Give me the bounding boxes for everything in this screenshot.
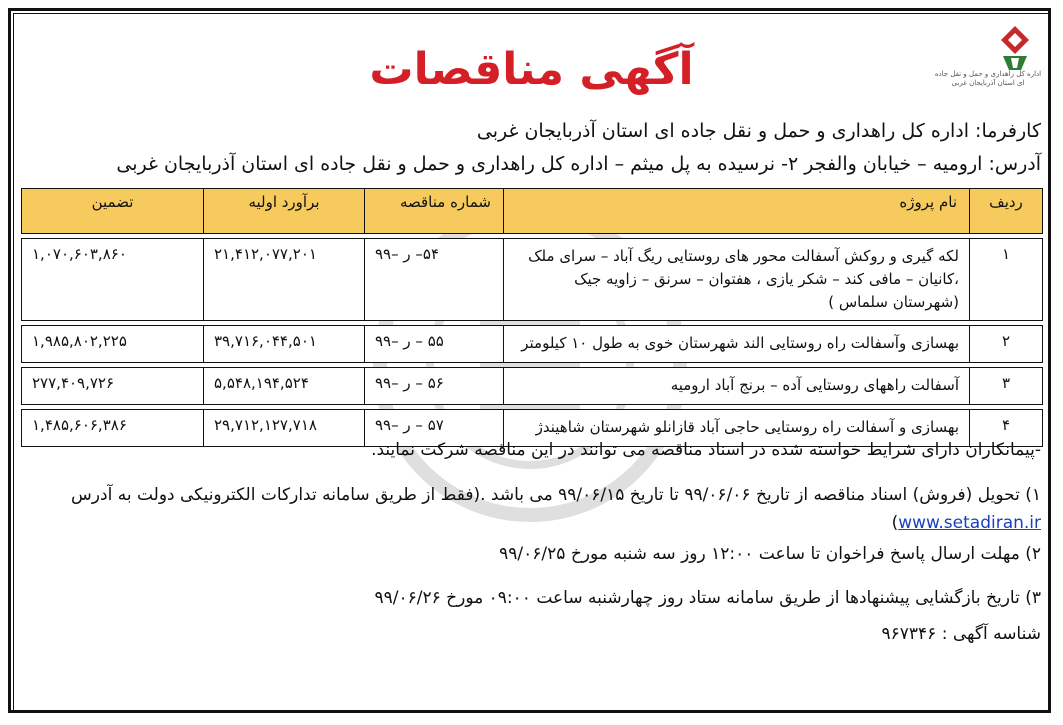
header-name: نام پروژه	[504, 188, 970, 234]
row-est: ۲۱,۴۱۲,۰۷۷,۲۰۱	[204, 238, 365, 321]
tender-table	[21, 184, 1043, 451]
notes-item-1-end: )	[891, 513, 899, 533]
notes-item-2: ۲) مهلت ارسال پاسخ فراخوان تا ساعت ۱۲:۰۰ روز سه شنبه مورخ ۹۹/۰۶/۲۵	[499, 544, 1041, 564]
row-idx: ۴	[970, 409, 1043, 447]
row-guarantee: ۲۷۷,۴۰۹,۷۲۶	[21, 367, 204, 405]
row-name: آسفالت راههای روستایی آده – برنج آباد ارومیه	[504, 367, 970, 405]
page-title: آگهی مناقصات	[369, 44, 694, 95]
table-header-row	[21, 188, 1043, 234]
row-guarantee: ۱,۴۸۵,۶۰۶,۳۸۶	[21, 409, 204, 447]
row-idx: ۳	[970, 367, 1043, 405]
header-idx: ردیف	[970, 188, 1043, 234]
table-row	[21, 367, 1043, 405]
row-guarantee: ۱,۰۷۰,۶۰۳,۸۶۰	[21, 238, 204, 321]
address-line: آدرس: ارومیه – خیابان والفجر ۲- نرسیده به پل میثم – اداره کل راهداری و حمل و نقل جاده ای استان آذربایجان غربی	[116, 153, 1041, 175]
row-est: ۵,۵۴۸,۱۹۴,۵۲۴	[204, 367, 365, 405]
row-guarantee: ۱,۹۸۵,۸۰۲,۲۲۵	[21, 325, 204, 363]
table-row	[21, 238, 1043, 321]
row-name: لکه گیری و روکش آسفالت محور های روستایی ریگ آباد – سرای ملک ،کانیان – مافی کند – شکر یازی ، هفتوان – سرنق – زاویه جیک (شهرستان سلماس )	[504, 238, 970, 321]
employer-line: کارفرما: اداره کل راهداری و حمل و نقل جاده ای استان آذربایجان غربی	[476, 120, 1041, 142]
row-est: ۳۹,۷۱۶,۰۴۴,۵۰۱	[204, 325, 365, 363]
row-name: بهسازی وآسفالت راه روستایی الند شهرستان خوی به طول ۱۰ کیلومتر	[504, 325, 970, 363]
notes-intro: -پیمانکاران دارای شرایط خواسته شده در اسناد مناقصه می توانند در این مناقصه شرکت نمایند.	[371, 440, 1041, 460]
row-num: ۵۴– ر –۹۹	[365, 238, 504, 321]
row-idx: ۱	[970, 238, 1043, 321]
row-est: ۲۹,۷۱۲,۱۲۷,۷۱۸	[204, 409, 365, 447]
header-num: شماره مناقصه	[365, 188, 504, 234]
header-guarantee: تضمین	[21, 188, 204, 234]
row-name: بهسازی و آسفالت راه روستایی حاجی آباد قازانلو شهرستان شاهیندژ	[504, 409, 970, 447]
logo-caption: اداره کل راهداری و حمل و نقل جاده ای استان آذربایجان غربی	[934, 70, 1042, 87]
ad-id: شناسه آگهی : ۹۶۷۳۴۶	[881, 624, 1041, 644]
row-num: ۵۵ – ر –۹۹	[365, 325, 504, 363]
setadiran-link[interactable]: www.setadiran.ir	[898, 513, 1041, 533]
table-row	[21, 325, 1043, 363]
notes-item-1	[24, 481, 1041, 537]
notes-item-1-text: ۱) تحویل (فروش) اسناد مناقصه از تاریخ ۹۹/۰۶/۰۶ تا تاریخ ۹۹/۰۶/۱۵ می باشد .(فقط از طریق سامانه تدارکات الکترونیکی دولت به آدرس	[71, 485, 1041, 505]
header-est: برآورد اولیه	[204, 188, 365, 234]
row-num: ۵۷ – ر –۹۹	[365, 409, 504, 447]
notes-item-3: ۳) تاریخ بازگشایی پیشنهادها از طریق سامانه ستاد روز چهارشنبه ساعت ۰۹:۰۰ مورخ ۹۹/۰۶/۲۶	[374, 588, 1041, 608]
row-num: ۵۶ – ر –۹۹	[365, 367, 504, 405]
row-idx: ۲	[970, 325, 1043, 363]
